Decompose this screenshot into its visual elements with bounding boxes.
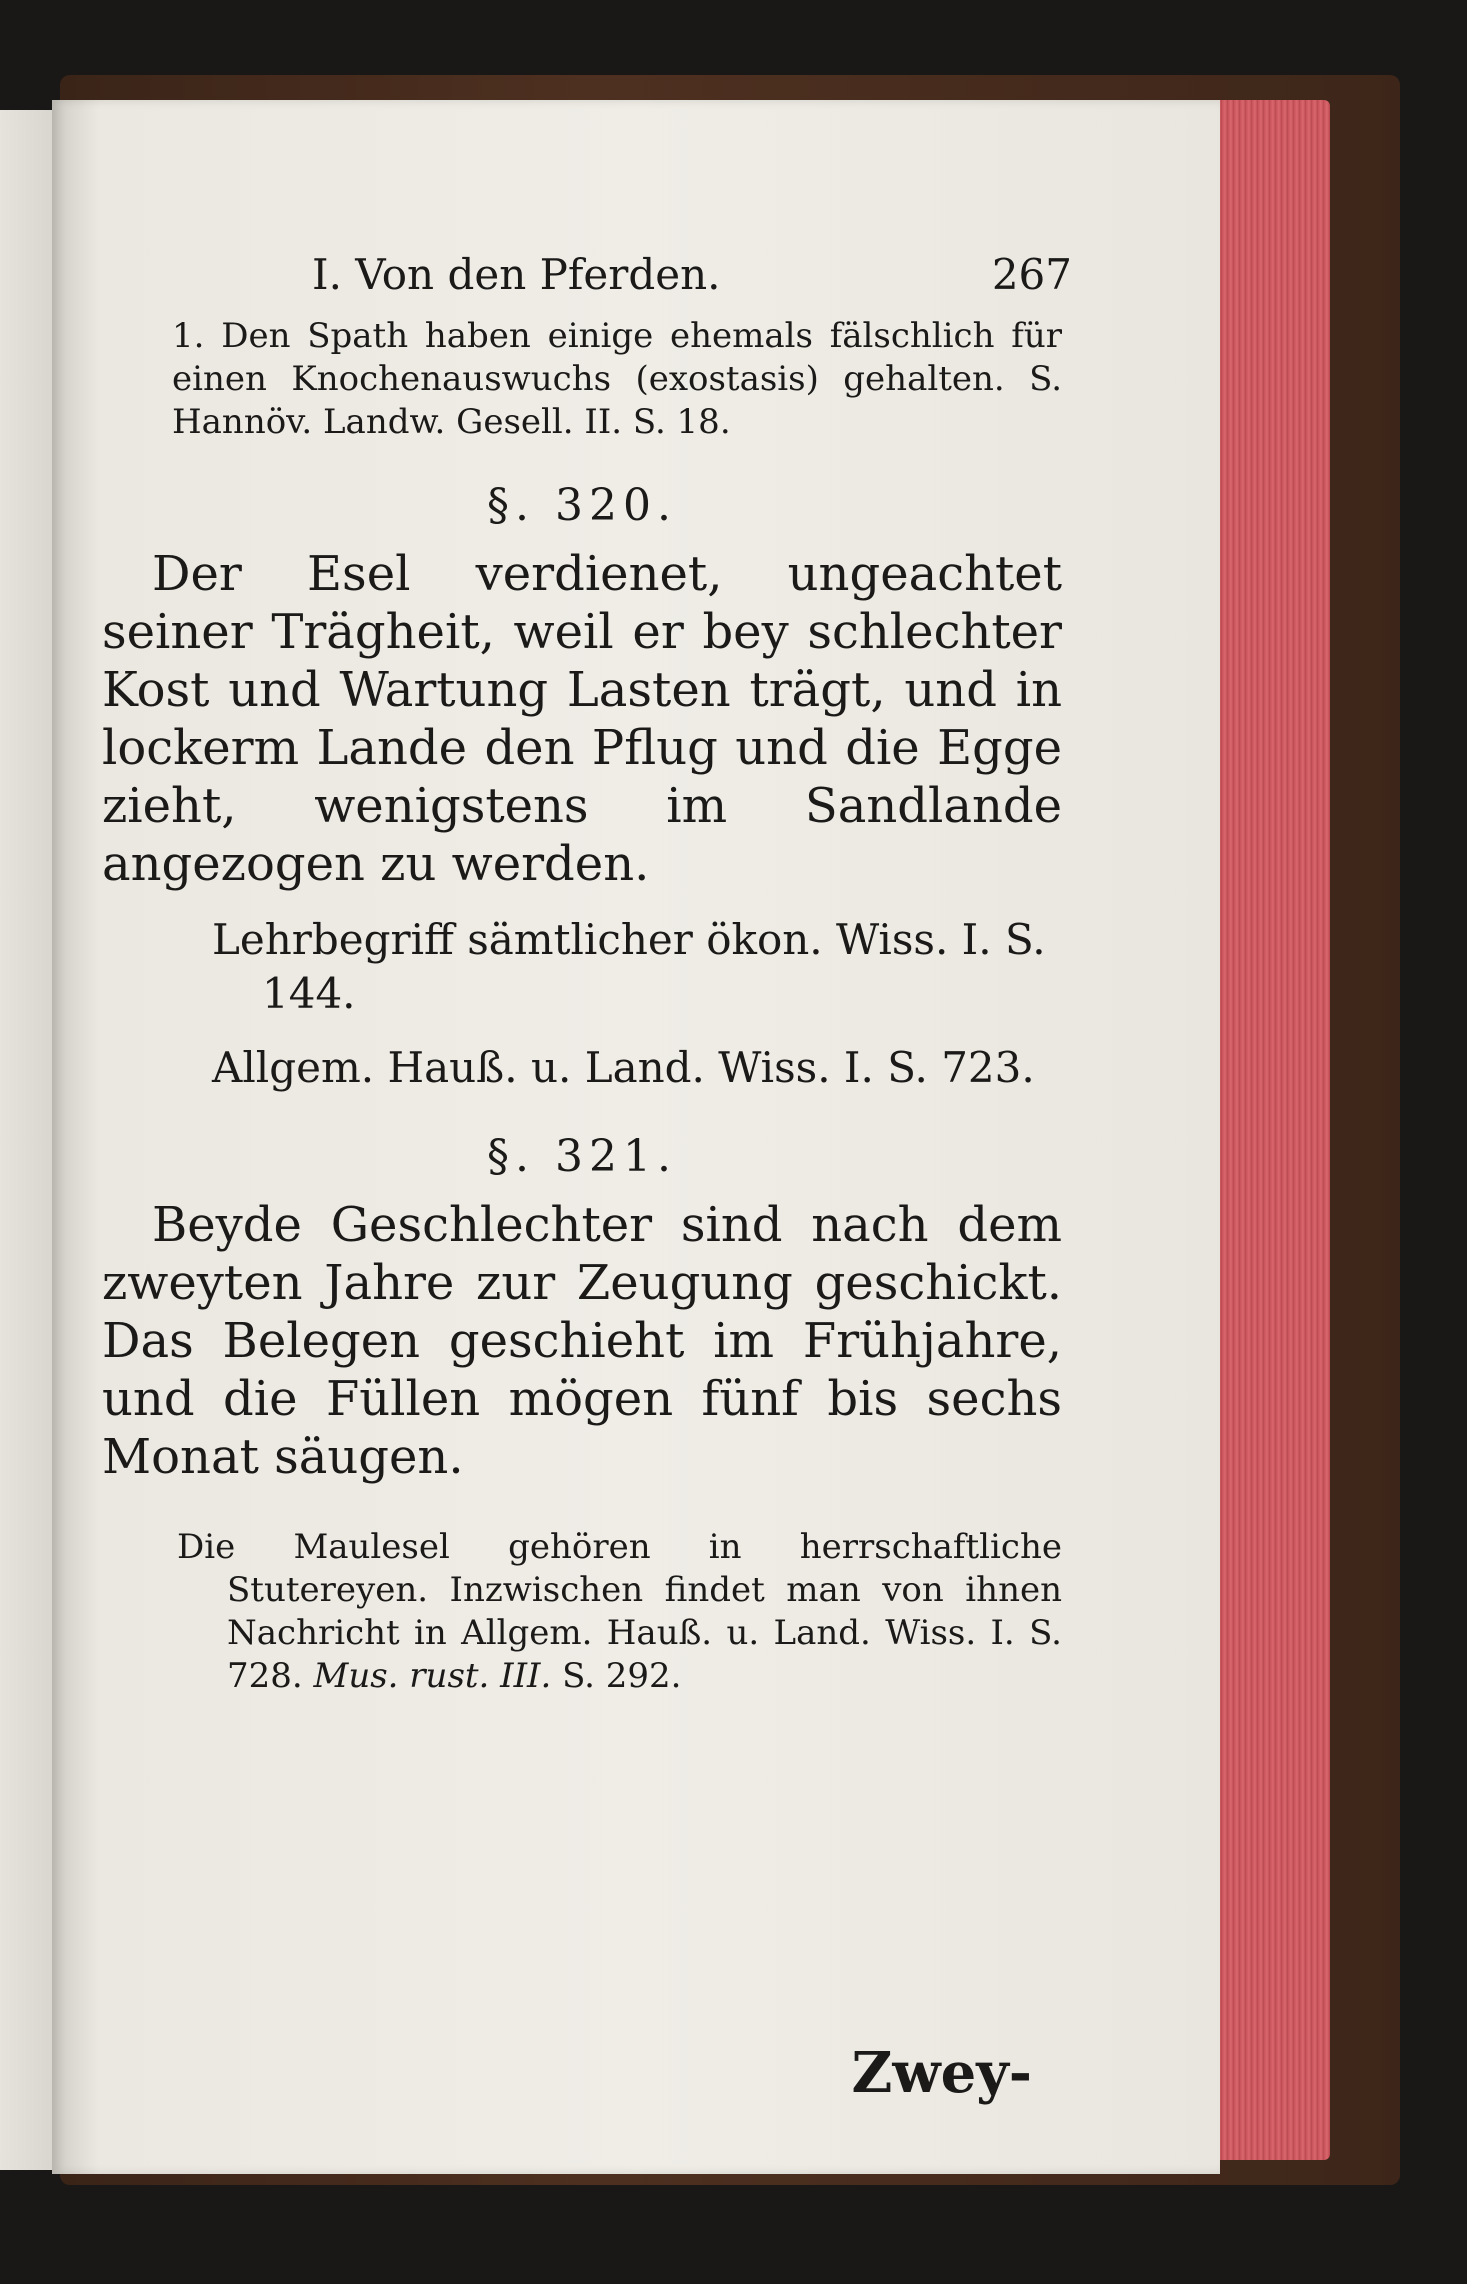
- reference-1: Lehrbegriff sämtlicher ökon. Wiss. I. S. 144.: [212, 915, 1046, 1018]
- book-page: [52, 100, 1220, 2174]
- reference-2: Allgem. Hauß. u. Land. Wiss. I. S. 723.: [212, 1043, 1035, 1092]
- section-heading-320: §. 320.: [487, 480, 677, 531]
- running-title: I. Von den Pferden.: [312, 250, 721, 299]
- footnote-bottom-main: Die Maulesel gehören in herrschaftliche Stutereyen. Inzwischen findet man von ihnen Nachricht in Allgem. Hauß. u. Land. Wiss. I. S. 728.: [177, 1527, 1062, 1696]
- footnote-bottom: [102, 1526, 1062, 1698]
- footnote-top: [102, 315, 1062, 444]
- page-text: [102, 250, 1072, 2106]
- section-heading-321: §. 321.: [487, 1131, 677, 1182]
- footnote-bottom-italic: Mus. rust. III.: [313, 1656, 552, 1696]
- footnote-marker: 1.: [172, 316, 205, 356]
- catchword: Zwey-: [851, 2040, 1032, 2106]
- section-body-321: Beyde Geschlechter sind nach dem zweyten Jahre zur Zeugung geschickt. Das Belegen geschieht im Frühjahre, und die Füllen mögen fünf bis sechs Monat säugen.: [102, 1197, 1062, 1485]
- page-number: 267: [991, 250, 1072, 299]
- running-header: [312, 250, 1072, 299]
- section-body-320: Der Esel verdienet, ungeachtet seiner Trägheit, weil er bey schlechter Kost und Wartung Lasten trägt, und in lockerm Lande den Pflug und die Egge zieht, wenigstens im Sandlande angezogen zu werden.: [102, 546, 1062, 892]
- page-edge: [1210, 100, 1330, 2160]
- footnote-text: Den Spath haben einige ehemals fälschlich für einen Knochenauswuchs (exostasis) gehalten. S. Hannöv. Landw. Gesell. II. S. 18.: [172, 316, 1062, 442]
- facing-page-edge: [0, 110, 52, 2170]
- footnote-bottom-end: S. 292.: [562, 1656, 682, 1696]
